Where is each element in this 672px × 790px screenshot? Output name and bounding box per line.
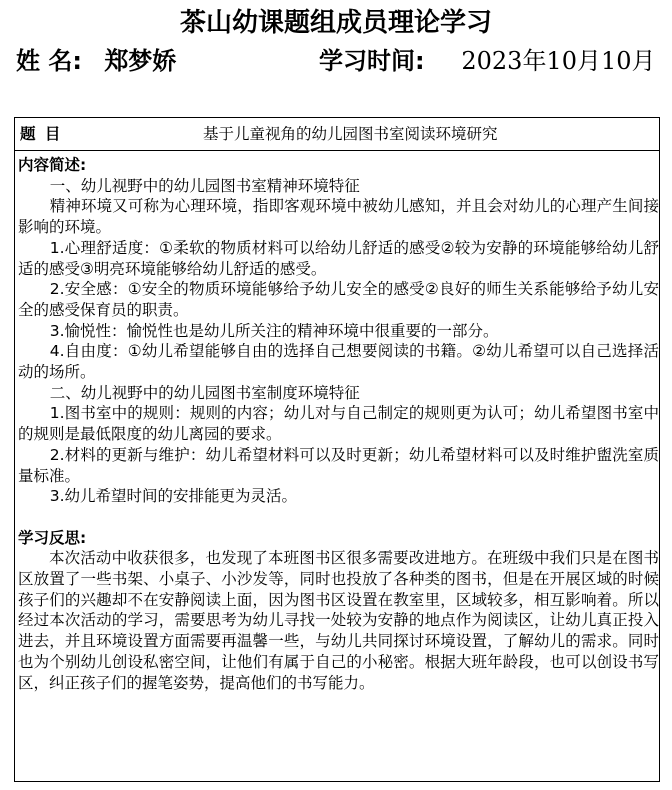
summary-paragraph: 1.图书室中的规则：规则的内容；幼儿对与自己制定的规则更为认可；幼儿希望图书室中的规则是最低限度的幼儿离园的要求。 [18, 404, 659, 444]
summary-paragraph: 3.愉悦性：愉悦性也是幼儿所关注的精神环境中很重要的一部分。 [49, 321, 499, 340]
content-cell [15, 151, 659, 693]
name-label: 姓 名: [16, 47, 82, 75]
reflection-text: 本次活动中收获很多，也发现了本班图书区很多需要改进地方。在班级中我们只是在图书区放置了一些书架、小桌子、小沙发等，同时也投放了各种类的图书，但是在开展区域的时候孩子们的兴趣却不在安静阅读上面，因为图书区设置在教室里，区域较多，相互影响着。所以经过本次活动的学习，需要思考为幼儿寻找一处较为安静的地点作为阅读区，让幼儿真正投入进去，并且环境设置方面需要再温馨一些，与幼儿共同探讨环境设置，了解幼儿的需求。同时也为个别幼儿创设私密空间，让他们有属于自己的小秘密。根据大班年龄段，也可以创设书写区，纠正孩子们的握笔姿势，提高他们的书写能力。 [18, 549, 659, 692]
summary-paragraph: 1.心理舒适度：①柔软的物质材料可以给幼儿舒适的感受②较为安静的环境能够给幼儿舒适的感受③明亮环境能够给幼儿舒适的感受。 [18, 238, 659, 278]
topic-row [15, 118, 659, 151]
topic-value: 基于儿童视角的幼儿园图书室阅读环境研究 [203, 125, 498, 143]
document-title: 茶山幼课题组成员理论学习 [179, 8, 492, 38]
summary-paragraph: 2.安全感：①安全的物质环境能够给予幼儿安全的感受②良好的师生关系能够给予幼儿安全的感受保育员的职责。 [18, 280, 659, 319]
summary-paragraph: 2.材料的更新与维护：幼儿希望材料可以及时更新；幼儿希望材料可以及时维护盥洗室质量标准。 [18, 445, 659, 485]
content-table [14, 117, 660, 782]
reflection-heading: 学习反思: [18, 528, 87, 547]
summary-heading: 内容简述: [18, 156, 87, 174]
summary-paragraph: 一、幼儿视野中的幼儿园图书室精神环境特征 [49, 176, 360, 195]
time-label: 学习时间: [319, 47, 425, 75]
topic-label: 题 目 [20, 125, 63, 143]
summary-paragraph: 4.自由度：①幼儿希望能够自由的选择自己想要阅读的书籍。②幼儿希望可以自己选择活动的场所。 [18, 342, 659, 382]
header-info [16, 46, 666, 76]
summary-paragraph: 3.幼儿希望时间的安排能更为灵活。 [49, 487, 298, 506]
name-value: 郑梦娇 [104, 47, 177, 75]
summary-paragraph: 精神环境又可称为心理环境，指即客观环境中被幼儿感知，并且会对幼儿的心理产生间接影响的环境。 [18, 197, 659, 237]
time-value: 2023年10月10月 [461, 47, 656, 75]
summary-paragraph: 二、幼儿视野中的幼儿园图书室制度环境特征 [49, 383, 360, 402]
